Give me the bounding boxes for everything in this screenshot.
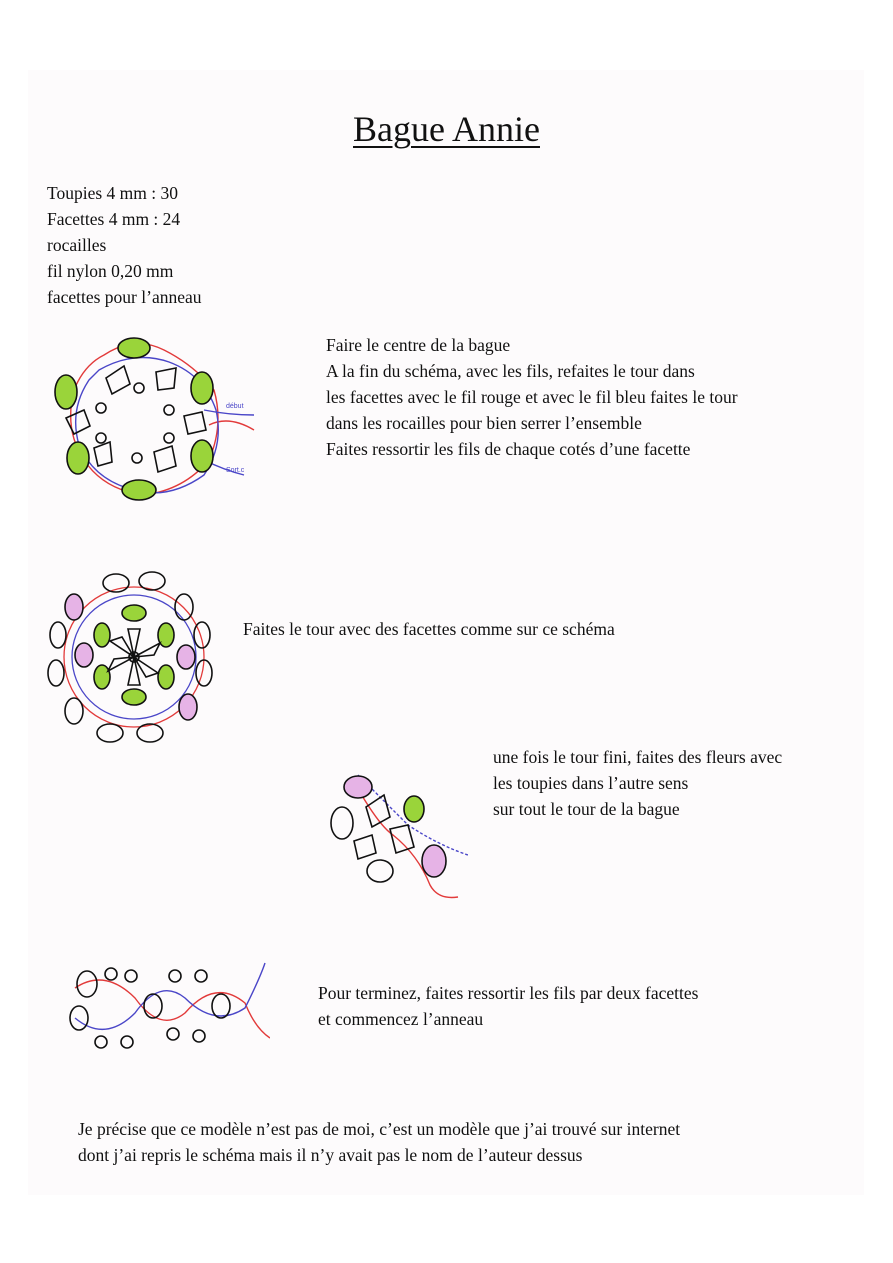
inner-bead [122, 605, 146, 621]
step1-line: A la fin du schéma, avec les fils, refaites le tour dans [326, 361, 695, 381]
outer-bead [194, 622, 210, 648]
material-item: facettes pour l’anneau [47, 287, 202, 307]
rocaille-bead [96, 433, 106, 443]
inner-bead [122, 689, 146, 705]
rocaille-bead [96, 403, 106, 413]
step1-line: les facettes avec le fil rouge et avec le fil bleu faites le tour [326, 387, 738, 407]
facette-bead [156, 368, 176, 390]
outer-bead [97, 724, 123, 742]
diagram-facet-round [44, 565, 224, 750]
pink-bead [177, 645, 195, 669]
step1-line: dans les rocailles pour bien serrer l’ensemble [326, 413, 642, 433]
facette-bead [106, 366, 130, 394]
red-thread-path [71, 344, 218, 495]
note-line: Je précise que ce modèle n’est pas de moi, c’est un modèle que j’ai trouvé sur internet [78, 1119, 681, 1139]
outer-bead [139, 572, 165, 590]
facette-star [108, 629, 160, 685]
blue-thread-path [204, 410, 254, 415]
outer-bead [137, 724, 163, 742]
diagram-ring-band [55, 958, 270, 1053]
step2-text [243, 616, 615, 642]
facette-bead [184, 412, 206, 434]
toupie-bead [344, 776, 372, 798]
toupie-bead [367, 860, 393, 882]
step3-line: sur tout le tour de la bague [493, 799, 680, 819]
rocaille-bead [95, 1036, 107, 1048]
rocaille-bead [164, 433, 174, 443]
pink-bead [75, 643, 93, 667]
inner-bead [94, 623, 110, 647]
step2-line: Faites le tour avec des facettes comme sur ce schéma [243, 619, 615, 639]
outer-bead [179, 694, 197, 720]
outer-bead [65, 594, 83, 620]
facette-bead [70, 1006, 88, 1030]
red-thread-path [353, 780, 458, 898]
rocaille-bead [134, 383, 144, 393]
facette-bead [390, 825, 414, 853]
facette-bead [77, 971, 97, 997]
inner-bead [94, 665, 110, 689]
diagram-label-start: début [226, 403, 244, 410]
step3-line: une fois le tour fini, faites des fleurs avec [493, 747, 783, 767]
toupie-bead [55, 375, 77, 409]
author-note [78, 1116, 680, 1168]
toupie-bead [122, 480, 156, 500]
diagram-ring-center [44, 330, 264, 510]
step4-line: Pour terminez, faites ressortir les fils par deux facettes [318, 983, 699, 1003]
facette-bead [366, 795, 390, 827]
rocaille-bead [167, 1028, 179, 1040]
rocaille-bead [169, 970, 181, 982]
material-item: fil nylon 0,20 mm [47, 261, 174, 281]
toupie-bead [331, 807, 353, 839]
toupie-bead [422, 845, 446, 877]
page-title: Bague Annie [353, 109, 540, 149]
rocaille-bead [125, 970, 137, 982]
step1-text [326, 332, 738, 462]
rocaille-bead [195, 970, 207, 982]
rocaille-bead [121, 1036, 133, 1048]
rocaille-bead [132, 453, 142, 463]
toupie-bead [404, 796, 424, 822]
diagram-label-exit: Sort.c [226, 467, 245, 474]
rocaille-bead [164, 405, 174, 415]
step3-line: les toupies dans l’autre sens [493, 773, 689, 793]
material-item: rocailles [47, 235, 107, 255]
facette-bead [212, 994, 230, 1018]
step4-line: et commencez l’anneau [318, 1009, 484, 1029]
toupie-bead [191, 372, 213, 404]
step1-line: Faites ressortir les fils de chaque cotés d’une facette [326, 439, 691, 459]
facette-bead [66, 410, 90, 434]
rocaille-bead [105, 968, 117, 980]
inner-bead [158, 665, 174, 689]
outer-bead [65, 698, 83, 724]
materials-list [47, 180, 202, 310]
step4-text [318, 980, 699, 1032]
rocaille-bead [193, 1030, 205, 1042]
facette-bead [94, 442, 112, 466]
note-line: dont j’ai repris le schéma mais il n’y avait pas le nom de l’auteur dessus [78, 1145, 583, 1165]
toupie-bead [67, 442, 89, 474]
step3-text [493, 744, 782, 822]
step1-line: Faire le centre de la bague [326, 335, 511, 355]
material-item: Toupies 4 mm : 30 [47, 183, 178, 203]
outer-bead [50, 622, 66, 648]
diagram-flower [318, 765, 468, 905]
red-thread-path [209, 421, 254, 430]
material-item: Facettes 4 mm : 24 [47, 209, 181, 229]
facette-bead [144, 994, 162, 1018]
outer-bead [175, 594, 193, 620]
facette-bead [354, 835, 376, 859]
facette-bead [154, 446, 176, 472]
toupie-bead [118, 338, 150, 358]
outer-bead [48, 660, 64, 686]
toupie-bead [191, 440, 213, 472]
